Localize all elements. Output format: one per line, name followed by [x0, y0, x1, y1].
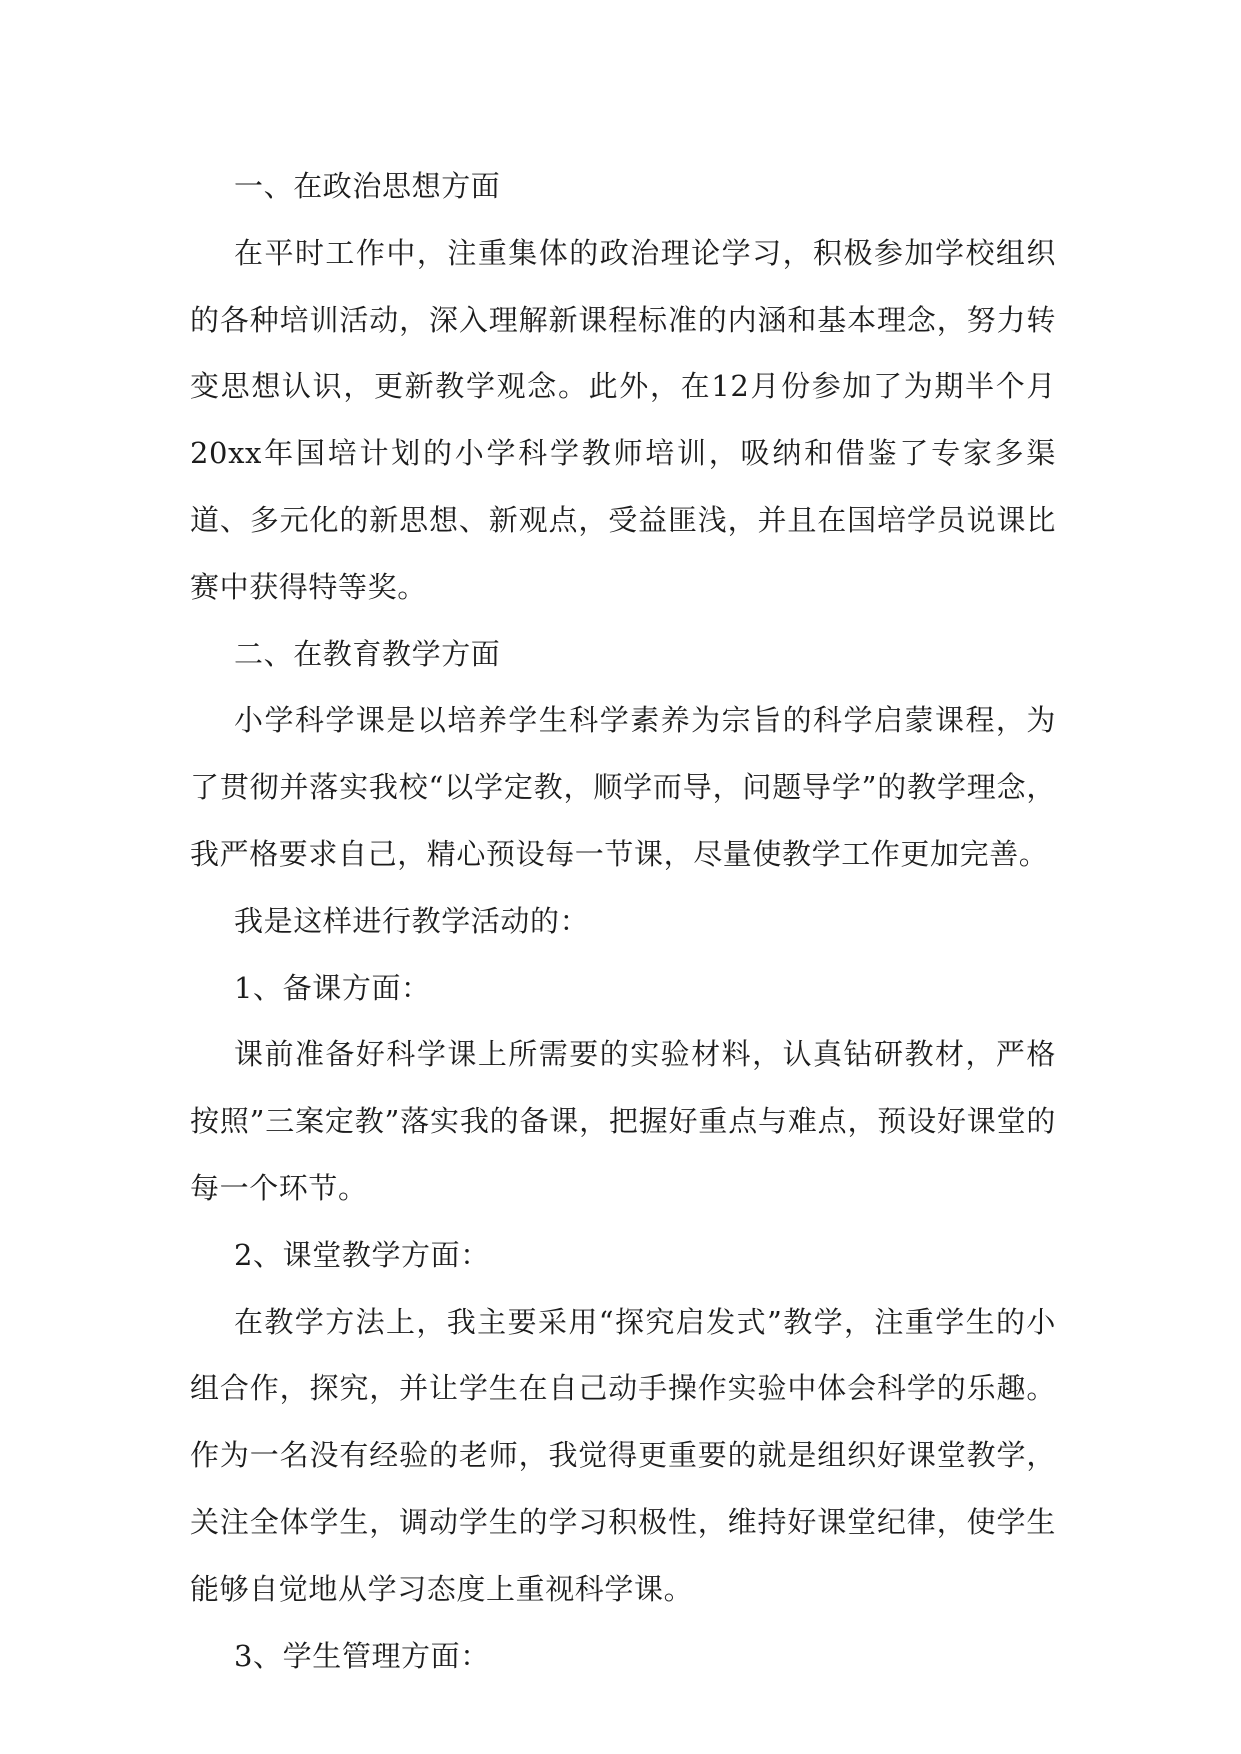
section-heading-politics: 一、在政治思想方面 [234, 169, 501, 203]
paragraph-teaching-activities-intro: 我是这样进行教学活动的： [234, 903, 590, 938]
paragraph-classroom-teaching: 在教学方法上，我主要采用“探究启发式”教学，注重学生的小组合作，探究，并让学生在自己动手操作实验中体会科学的乐趣。作为一名没有经验的老师，我觉得更重要的就是组织好课堂教学，关注全体学生，调动学生的学习积极性，维持好课堂纪律，使学生能够自觉地从学习态度上重视科学课。 [190, 1304, 1056, 1606]
paragraph-lesson-prep: 课前准备好科学课上所需要的实验材料，认真钻研教材，严格按照”三案定教”落实我的备课，把握好重点与难点，预设好课堂的每一个环节。 [190, 1037, 1056, 1205]
section-heading-teaching: 二、在教育教学方面 [234, 636, 501, 671]
subheading-lesson-prep: 1、备课方面： [234, 970, 431, 1005]
paragraph-politics-study: 在平时工作中，注重集体的政治理论学习，积极参加学校组织的各种培训活动，深入理解新课程标准的内涵和基本理念，努力转变思想认识，更新教学观念。此外，在12月份参加了为期半个月20xx年国培计划的小学科学教师培训，吸纳和借鉴了专家多渠道、多元化的新思想、新观点，受益匪浅，并且在国培学员说课比赛中获得特等奖。 [190, 235, 1056, 604]
subheading-student-management: 3、学生管理方面： [234, 1638, 490, 1673]
document-body [190, 153, 1056, 1689]
paragraph-science-course: 小学科学课是以培养学生科学素养为宗旨的科学启蒙课程，为了贯彻并落实我校“以学定教，顺学而导，问题导学”的教学理念，我严格要求自己，精心预设每一节课，尽量使教学工作更加完善。 [190, 703, 1056, 871]
subheading-classroom-teaching: 2、课堂教学方面： [234, 1237, 490, 1272]
